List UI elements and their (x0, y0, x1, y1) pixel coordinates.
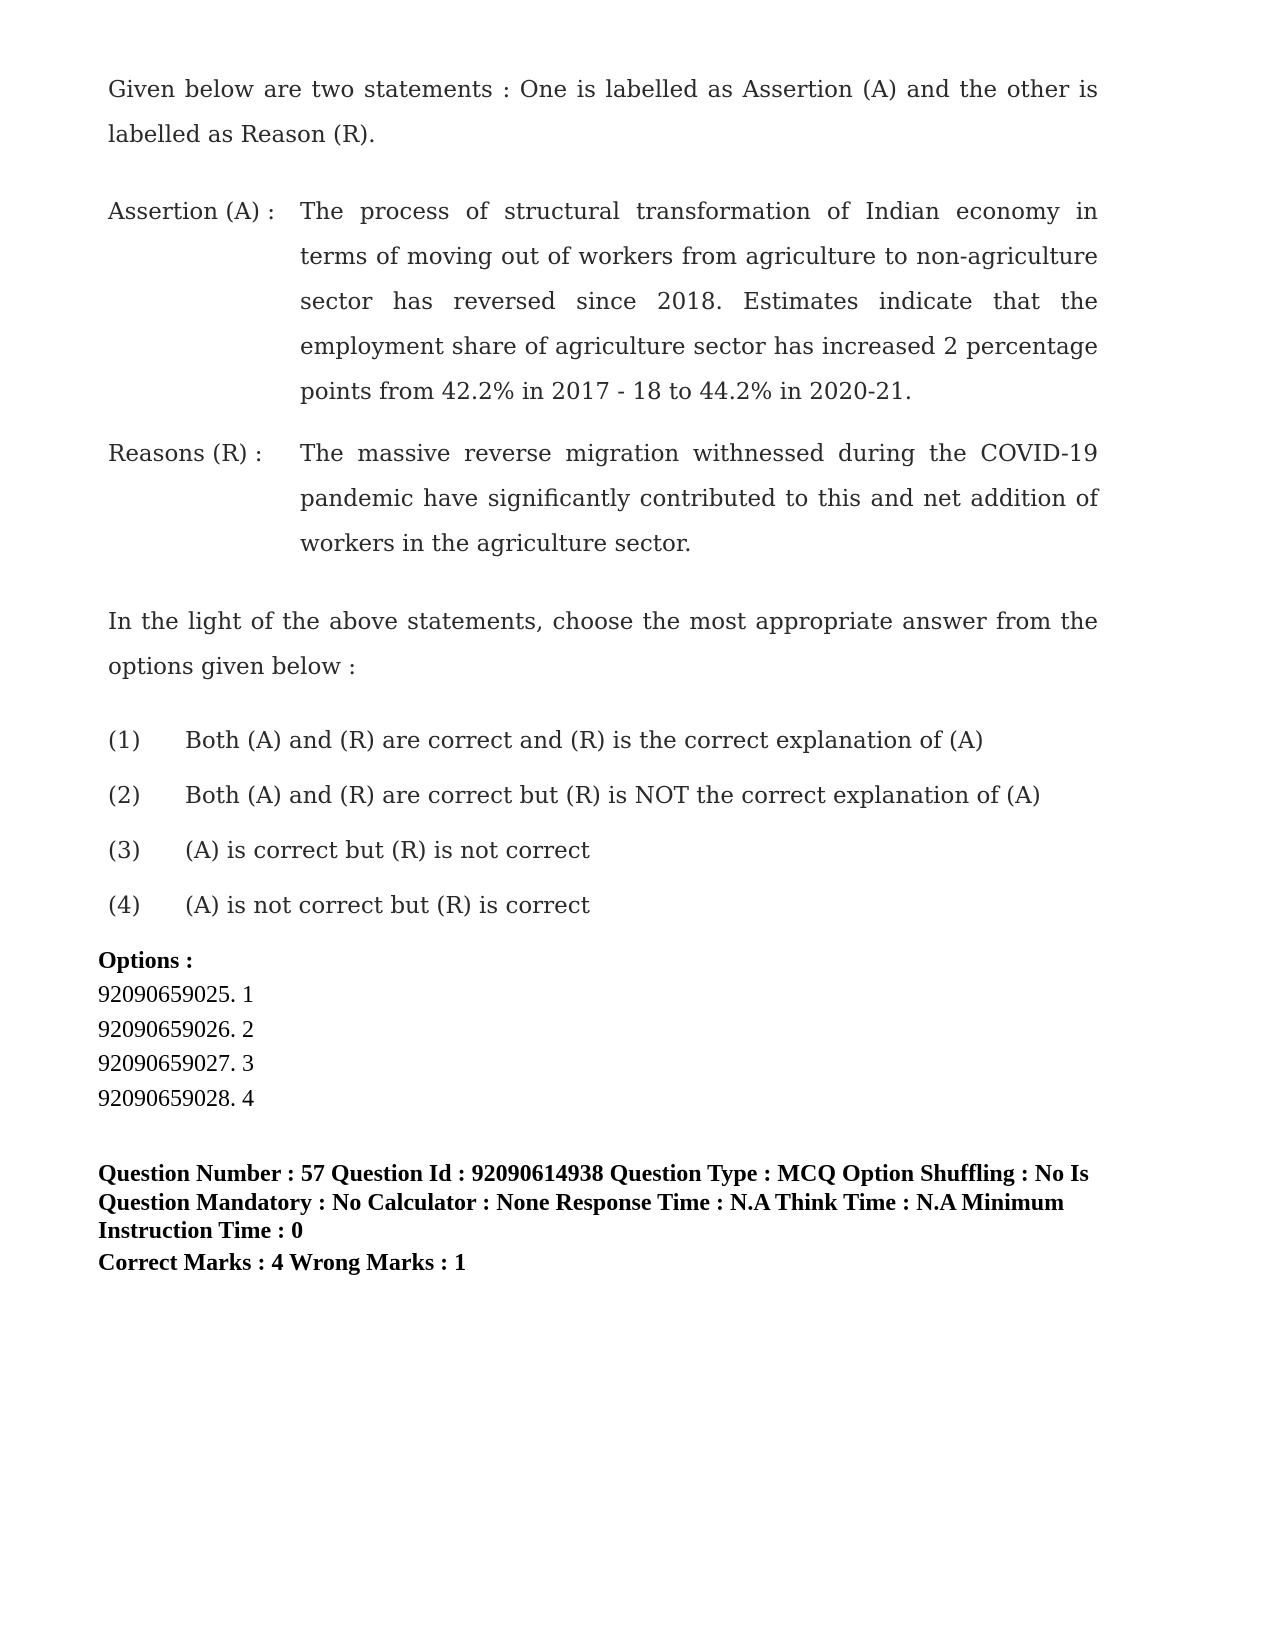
assertion-label: Assertion (A) : (108, 199, 276, 225)
answer-choice (108, 886, 590, 926)
reason-label: Reasons (R) : (108, 441, 263, 467)
option-id-item: 92090659028. 4 (98, 1085, 254, 1112)
answer-choice (108, 721, 984, 761)
answer-choice (108, 776, 1041, 816)
question-metadata: Question Number : 57 Question Id : 92090614938 Question Type : MCQ Option Shuffling : No Is Question Mandatory : No Calculator : None Response Time : N.A Think Time : N.A Minimum Instruction Time : 0 (98, 1161, 1089, 1244)
choice-number: (2) (108, 783, 141, 809)
option-id-item: 92090659027. 3 (98, 1051, 254, 1077)
option-id-list (98, 978, 254, 1116)
answer-choice (108, 831, 590, 871)
question-intro: Given below are two statements : One is labelled as Assertion (A) and the other is labelled as Reason (R). (108, 77, 1098, 148)
options-heading: Options : (98, 948, 194, 974)
choice-text: Both (A) and (R) are correct and (R) is the correct explanation of (A) (185, 728, 984, 754)
choice-text: Both (A) and (R) are correct but (R) is NOT the correct explanation of (A) (185, 783, 1041, 809)
assertion-text: The process of structural transformation of Indian economy in terms of moving out of workers from agriculture to non-agriculture sector has reversed since 2018. Estimates indicate that the employment share of agriculture sector has increased 2 percentage points from 42.2% in 2017 - 18 to 44.2% in 2020-21. (300, 199, 1098, 405)
option-id-item: 92090659026. 2 (98, 1016, 254, 1043)
choice-number: (1) (108, 728, 141, 754)
choice-number: (4) (108, 893, 141, 919)
choice-text: (A) is not correct but (R) is correct (185, 893, 590, 919)
option-id-item: 92090659025. 1 (98, 982, 254, 1008)
choice-number: (3) (108, 838, 141, 864)
marks-info: Correct Marks : 4 Wrong Marks : 1 (98, 1250, 467, 1276)
reason-text: The massive reverse migration withnessed during the COVID-19 pandemic have significantly contributed to this and net addition of workers in the agriculture sector. (300, 441, 1098, 557)
choice-text: (A) is correct but (R) is not correct (185, 838, 590, 864)
question-instruction: In the light of the above statements, choose the most appropriate answer from the options given below : (108, 609, 1098, 680)
